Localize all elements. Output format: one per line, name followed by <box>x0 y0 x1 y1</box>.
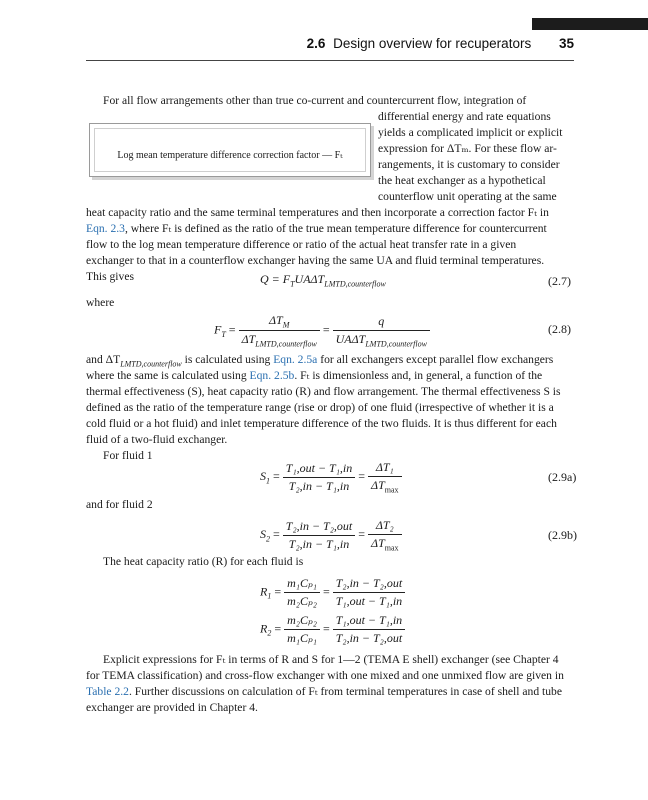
para2-line2: where the same is calculated using Eqn. 2.5b. Fₜ is dimensionless and, in general, a function of the <box>86 369 543 382</box>
eqn-2-3-link[interactable]: Eqn. 2.3 <box>86 222 125 235</box>
hcr-intro-text: The heat capacity ratio (R) for each fluid is <box>103 555 304 568</box>
para2-line7: For fluid 1 <box>103 449 153 462</box>
para2-line5: cold fluid or a hot fluid) and inlet temperature difference of the two fluids. It is thus different for each <box>86 417 557 430</box>
table-2-2-link[interactable]: Table 2.2 <box>86 685 129 698</box>
eq27-sub2: LMTD,counterflow <box>324 279 386 289</box>
para2-line6: fluid of a two-fluid exchanger. <box>86 433 228 446</box>
para1-line3: yields a complicated implicit or explicit <box>378 126 563 139</box>
fluid2-text: and for fluid 2 <box>86 498 153 511</box>
equation-r1: $R_1$ = $\frac{\text{m₁Cₚ₁}}{\text{m₂Cₚ₂}}$ = $\frac{\text{T₂,in − T₂,out}}{\text{T₁,out − T₁,in}}$ <box>260 576 405 609</box>
para3-line1: Explicit expressions for Fₜ in terms of R and S for 1—2 (TEMA E shell) exchanger (see Chapter 4 <box>103 653 559 666</box>
para2-line3: thermal effectiveness (S), heat capacity ratio (R) and flow arrangement. The thermal effectiveness S is <box>86 385 561 398</box>
where-text: where <box>86 296 115 309</box>
para3-line2: for TEMA classification) and cross-flow exchanger with one mixed and one unmixed flow are given in <box>86 669 564 682</box>
eq27-mid: UAΔT <box>294 272 325 286</box>
equation-2-8: $F_T$ = $\frac{\Delta T_M}{\Delta T_{LMTD,counterflow}}$ = $\frac{q}{UA\Delta T_{LMTD,counterflow}}$ <box>214 313 430 349</box>
eq28-frac1: $\frac{\Delta T_M}{\Delta T_{LMTD,counterflow}}$ <box>239 313 320 349</box>
para1-line6: the heat exchanger as a hypothetical <box>378 174 546 187</box>
eq27-number: (2.7) <box>548 274 571 288</box>
para1-line9-text: , where Fₜ is defined as the ratio of the true mean temperature difference for countercurrent <box>124 222 547 235</box>
para1-line9 <box>86 221 576 237</box>
para3-line3: Table 2.2. Further discussions on calculation of Fₜ from terminal temperatures in case of shell and tube <box>86 685 562 698</box>
header-rule <box>86 60 574 61</box>
section-number: 2.6 <box>306 36 326 51</box>
para1-line12: This gives <box>86 270 134 283</box>
eq28-number: (2.8) <box>548 322 571 336</box>
eq28-frac2: $\frac{q}{UA\Delta T_{LMTD,counterflow}}$ <box>333 314 430 348</box>
callout-caption: Log mean temperature difference correction factor — Fₜ <box>117 150 343 161</box>
para1-line7: counterflow unit operating at the same <box>378 190 557 203</box>
eq27-lhs: Q = F <box>260 272 291 286</box>
page-number: 35 <box>558 36 574 51</box>
section-title: Design overview for recuperators <box>333 36 532 51</box>
header-bar <box>532 18 648 30</box>
para2-line4: defined as the ratio of the temperature range (rise or drop) of one fluid (irrespective of whether it is a <box>86 401 554 414</box>
para1-line1: For all flow arrangements other than true co-current and countercurrent flow, integration of <box>103 94 527 107</box>
para1-line10: flow to the log mean temperature difference or ratio of the actual heat transfer rate in a given <box>86 238 517 251</box>
para1-line4: expression for ΔTₘ. For these flow ar- <box>378 142 557 155</box>
equation-2-9a: $S_1$ = $\frac{\text{T₁,out − T₁,in}}{\text{T₂,in − T₁,in}}$ = $\frac{\text{ΔT₁}}{\Delta T_{max}}$ <box>260 460 402 494</box>
para3-line4: exchanger are provided in Chapter 4. <box>86 701 258 714</box>
equation-r2: $R_2$ = $\frac{\text{m₂Cₚ₂}}{\text{m₁Cₚ₁}}$ = $\frac{\text{T₁,out − T₁,in}}{\text{T₂,in − T₂,out}}$ <box>260 613 405 646</box>
equation-2-7 <box>260 272 386 288</box>
para1-line5: rangements, it is customary to consider <box>378 158 560 171</box>
eq29b-number: (2.9b) <box>548 528 577 542</box>
callout-box <box>89 123 371 177</box>
eqn-2-5a-link[interactable]: Eqn. 2.5a <box>273 353 318 366</box>
eq29a-number: (2.9a) <box>548 470 577 484</box>
running-header <box>0 36 574 51</box>
para2-line1: and $\Delta T_{LMTD,counterflow}$ is calculated using Eqn. 2.5a for all exchangers except parallel flow exchangers <box>86 353 554 369</box>
eqn-2-5b-link[interactable]: Eqn. 2.5b <box>249 369 295 382</box>
equation-2-9b: $S_2$ = $\frac{\text{T₂,in − T₂,out}}{\text{T₂,in − T₁,in}}$ = $\frac{\text{ΔT₂}}{\Delta T_{max}}$ <box>260 518 402 552</box>
para1-line2: differential energy and rate equations <box>378 110 551 123</box>
eq28-lhs: F <box>214 322 222 337</box>
eq27-sub1: T <box>290 279 295 289</box>
para1-line11: exchanger to that in a counterflow exchanger having the same UA and fluid terminal temperatures. <box>86 254 545 267</box>
para1-line8: heat capacity ratio and the same terminal temperatures and then incorporate a correction factor Fₜ in <box>86 206 549 219</box>
eq28-lhs-sub: T <box>221 330 226 340</box>
